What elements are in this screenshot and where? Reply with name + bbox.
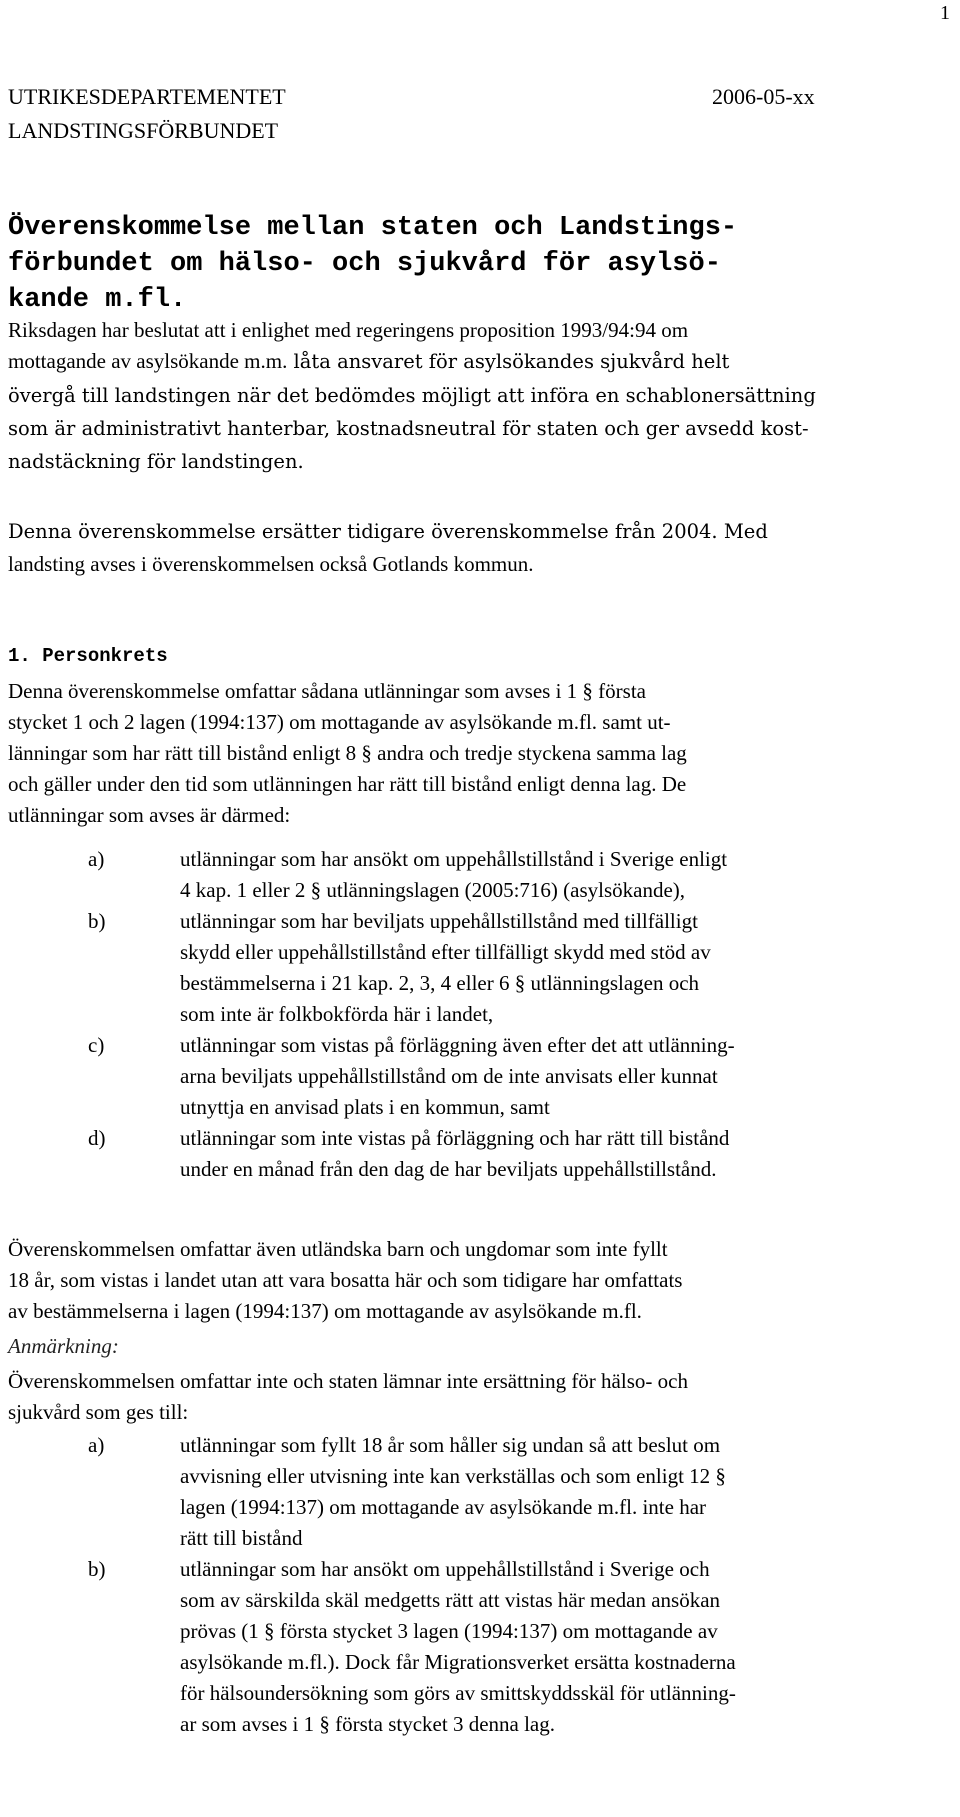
list-marker: a) — [88, 1433, 105, 1457]
title-line: kande m.fl. — [8, 285, 187, 315]
text-line: utlänningar som avses är därmed: — [8, 803, 291, 827]
title-line: förbundet om hälso- och sjukvård för asylsö- — [8, 249, 721, 279]
intro-paragraph-b — [8, 379, 950, 478]
text-line: 18 år, som vistas i landet utan att vara bosatta här och som tidigare har omfattats — [8, 1268, 683, 1292]
list-item-text — [180, 906, 950, 1030]
paragraph-children — [8, 1234, 950, 1327]
list-item-text — [180, 1430, 950, 1554]
text-line: för hälsoundersökning som görs av smittskyddsskäl för utlänning- — [180, 1681, 736, 1705]
section-heading-personkrets: 1. Personkrets — [8, 645, 168, 667]
list-item — [8, 1123, 950, 1185]
text-line: Överenskommelsen omfattar även utländska barn och ungdomar som inte fyllt — [8, 1237, 668, 1261]
list-marker: d) — [88, 1126, 106, 1150]
list-marker: b) — [88, 1557, 106, 1581]
text-line: utlänningar som har ansökt om uppehållstillstånd i Sverige och — [180, 1557, 710, 1581]
text-line: Riksdagen har beslutat att i enlighet med regeringens proposition 1993/94:94 om — [8, 318, 689, 342]
text-line: under en månad från den dag de har beviljats uppehållstillstånd. — [180, 1157, 717, 1181]
personkrets-list — [8, 844, 950, 1185]
section1-paragraph — [8, 676, 950, 831]
header-organizations — [8, 80, 286, 148]
text-line: avvisning eller utvisning inte kan verkställas och som enligt 12 § — [180, 1464, 726, 1488]
list-item — [8, 844, 950, 906]
text-line: Denna överenskommelse omfattar sådana utlänningar som avses i 1 § första — [8, 679, 646, 703]
text-line: rätt till bistånd — [180, 1526, 303, 1550]
header-org-line: LANDSTINGSFÖRBUNDET — [8, 118, 279, 143]
header-org-line: UTRIKESDEPARTEMENTET — [8, 84, 286, 109]
list-item-text — [180, 844, 950, 906]
document-title — [8, 210, 948, 318]
text-line: utlänningar som vistas på förläggning även efter det att utlänning- — [180, 1033, 735, 1057]
text-line: länningar som har rätt till bistånd enligt 8 § andra och tredje styckena samma lag — [8, 741, 687, 765]
text-line: prövas (1 § första stycket 3 lagen (1994:137) om mottagande av — [180, 1619, 718, 1643]
text-line: Överenskommelsen omfattar inte och staten lämnar inte ersättning för hälso- och — [8, 1369, 688, 1393]
text-line: utlänningar som inte vistas på förläggning och har rätt till bistånd — [180, 1126, 730, 1150]
list-item-text — [180, 1030, 950, 1123]
text-line: 4 kap. 1 eller 2 § utlänningslagen (2005:716) (asylsökande), — [180, 878, 686, 902]
list-item-text — [180, 1554, 950, 1740]
text-line: utlänningar som fyllt 18 år som håller sig undan så att beslut om — [180, 1433, 721, 1457]
text-line: bestämmelserna i 21 kap. 2, 3, 4 eller 6 § utlänningslagen och — [180, 971, 700, 995]
text-line: av bestämmelserna i lagen (1994:137) om mottagande av asylsökande m.fl. — [8, 1299, 642, 1323]
text-line: och gäller under den tid som utlänningen har rätt till bistånd enligt denna lag. De — [8, 772, 687, 796]
annotation-label: Anmärkning: — [8, 1334, 119, 1358]
text-line: stycket 1 och 2 lagen (1994:137) om mottagande av asylsökande m.fl. samt ut- — [8, 710, 671, 734]
list-item-text — [180, 1123, 950, 1185]
text-line: utlänningar som har ansökt om uppehållstillstånd i Sverige enligt — [180, 847, 728, 871]
list-item — [8, 1030, 950, 1123]
list-item — [8, 1554, 950, 1740]
text-line: övergå till landstingen när det bedömdes möjligt att införa en schablonersättning — [8, 384, 816, 407]
text-line: landsting avses i överenskommelsen också Gotlands kommun. — [8, 552, 534, 576]
annotation-paragraph — [8, 1366, 950, 1428]
text-line: utlänningar som har beviljats uppehållstillstånd med tillfälligt — [180, 909, 698, 933]
text-line: nadstäckning för landstingen. — [8, 450, 304, 473]
text-line — [8, 346, 950, 377]
text-line: som av särskilda skäl medgetts rätt att vistas här medan ansökan — [180, 1588, 721, 1612]
list-item — [8, 1430, 950, 1554]
intro-paragraph-a — [8, 315, 950, 377]
text-run: mottagande av asylsökande m.m. — [8, 349, 288, 373]
header-date: 2006-05-xx — [712, 84, 815, 109]
list-marker: c) — [88, 1033, 105, 1057]
text-line: skydd eller uppehållstillstånd efter tillfälligt skydd med stöd av — [180, 940, 711, 964]
list-marker: a) — [88, 847, 105, 871]
text-line: som inte är folkbokförda här i landet, — [180, 1002, 494, 1026]
text-line: asylsökande m.fl.). Dock får Migrationsverket ersätta kostnaderna — [180, 1650, 736, 1674]
text-line: lagen (1994:137) om mottagande av asylsökande m.fl. inte har — [180, 1495, 707, 1519]
text-line: utnyttja en anvisad plats i en kommun, samt — [180, 1095, 550, 1119]
list-marker: b) — [88, 909, 106, 933]
title-line: Överenskommelse mellan staten och Landstings- — [8, 213, 738, 243]
annotation-list — [8, 1430, 950, 1740]
text-line: sjukvård som ges till: — [8, 1400, 189, 1424]
page-number: 1 — [940, 2, 950, 24]
text-line: arna beviljats uppehållstillstånd om de inte anvisats eller kunnat — [180, 1064, 718, 1088]
text-line: Denna överenskommelse ersätter tidigare överenskommelse från 2004. Med — [8, 520, 768, 543]
text-line: ar som avses i 1 § första stycket 3 denna lag. — [180, 1712, 555, 1736]
list-item — [8, 906, 950, 1030]
paragraph-replaces — [8, 515, 950, 581]
text-run: låta ansvaret för asylsökandes sjukvård helt — [287, 350, 730, 373]
text-line: som är administrativt hanterbar, kostnadsneutral för staten och ger avsedd kost- — [8, 417, 809, 440]
